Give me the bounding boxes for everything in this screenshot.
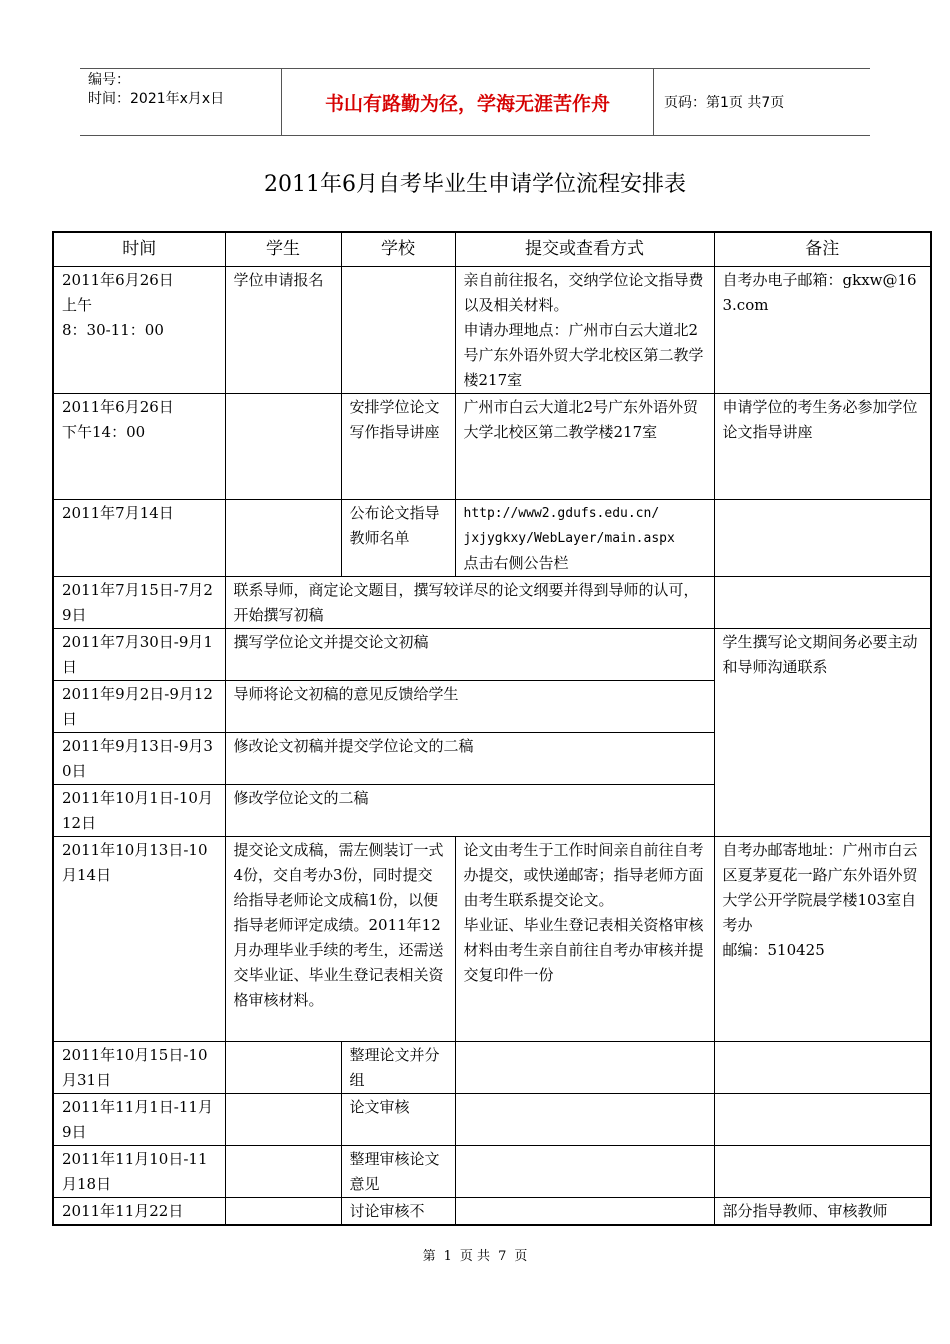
task-cell: 修改论文初稿并提交学位论文的二稿	[225, 733, 714, 785]
note-cell	[714, 1146, 931, 1198]
student-cell: 提交论文成稿，需左侧装订一式4份，交自考办3份，同时提交给指导老师论文成稿1份，以便指导老师评定成绩。2011年12月办理毕业手续的考生，还需送交毕业证、毕业生登记表相关资格审核材料。	[225, 837, 455, 1042]
header-number: 编号：	[88, 72, 130, 88]
note-cell: 部分指导教师、审核教师	[714, 1198, 931, 1226]
time-cell: 2011年11月10日-11月18日	[53, 1146, 225, 1198]
footer-page-total: 7	[498, 1249, 507, 1264]
time-cell: 2011年9月2日-9月12日	[53, 681, 225, 733]
school-cell: 整理审核论文意见	[341, 1146, 455, 1198]
footer-prefix: 第	[422, 1249, 436, 1264]
table-row	[53, 1146, 931, 1198]
student-cell	[225, 1146, 341, 1198]
table-row	[53, 394, 931, 500]
time-cell: 2011年9月13日-9月30日	[53, 733, 225, 785]
method-cell: 论文由考生于工作时间亲自前往自考办提交，或快递邮寄；指导老师方面由考生联系提交论文。 毕业证、毕业生登记表相关资格审核材料由考生亲自前往自考办审核并提交复印件一份	[455, 837, 714, 1042]
time-cell: 2011年11月1日-11月9日	[53, 1094, 225, 1146]
time-cell: 2011年7月15日-7月29日	[53, 577, 225, 629]
student-cell	[225, 1094, 341, 1146]
student-cell	[225, 1198, 341, 1226]
table-row	[53, 1042, 931, 1094]
student-cell	[225, 394, 341, 500]
note-cell	[714, 1094, 931, 1146]
school-cell: 讨论审核不	[341, 1198, 455, 1226]
note-cell	[714, 577, 931, 629]
announcement-link-path[interactable]: jxjygkxy/WebLayer/main.aspx	[463, 531, 675, 546]
table-row	[53, 1094, 931, 1146]
page-footer	[0, 1245, 950, 1264]
method-cell	[455, 1198, 714, 1226]
note-cell: 申请学位的考生务必参加学位论文指导讲座	[714, 394, 931, 500]
method-cell	[455, 1042, 714, 1094]
school-cell: 整理论文并分组	[341, 1042, 455, 1094]
method-cell	[455, 1094, 714, 1146]
header-meta	[80, 69, 281, 135]
time-cell: 2011年7月30日-9月1日	[53, 629, 225, 681]
header-page-info: 页码：第1页 共7页	[664, 95, 785, 111]
header-motto: 书山有路勤为径，学海无涯苦作舟	[281, 69, 654, 135]
method-cell: 广州市白云大道北2号广东外语外贸大学北校区第二教学楼217室	[455, 394, 714, 500]
task-cell: 撰写学位论文并提交论文初稿	[225, 629, 714, 681]
page-header	[80, 68, 870, 136]
method-cell	[455, 1146, 714, 1198]
document-title: 2011年6月自考毕业生申请学位流程安排表	[264, 172, 686, 197]
footer-mid: 页 共	[459, 1249, 491, 1264]
table-row	[53, 500, 931, 577]
table-row	[53, 837, 931, 1042]
schedule-table	[52, 231, 932, 1226]
announcement-link[interactable]: http://www2.gdufs.edu.cn/	[463, 506, 660, 521]
note-cell	[714, 1042, 931, 1094]
column-header-student: 学生	[225, 232, 341, 267]
school-cell	[341, 267, 455, 394]
student-cell: 学位申请报名	[225, 267, 341, 394]
time-cell: 2011年10月1日-10月12日	[53, 785, 225, 837]
column-header-school: 学校	[341, 232, 455, 267]
column-header-note: 备注	[714, 232, 931, 267]
table-row	[53, 1198, 931, 1226]
column-header-time: 时间	[53, 232, 225, 267]
table-row	[53, 577, 931, 629]
footer-page-number: 1	[443, 1249, 452, 1264]
note-cell	[714, 500, 931, 577]
student-cell	[225, 1042, 341, 1094]
time-cell: 2011年11月22日	[53, 1198, 225, 1226]
column-header-method: 提交或查看方式	[455, 232, 714, 267]
header-time: 时间：2021年x月x日	[88, 91, 225, 107]
note-cell: 学生撰写论文期间务必要主动和导师沟通联系	[714, 629, 931, 837]
table-row	[53, 629, 931, 681]
method-cell	[455, 500, 714, 577]
table-header-row	[53, 232, 931, 267]
school-cell: 公布论文指导教师名单	[341, 500, 455, 577]
method-note: 点击右侧公告栏	[463, 554, 569, 572]
table-row	[53, 267, 931, 394]
task-cell: 联系导师，商定论文题目，撰写较详尽的论文纲要并得到导师的认可，开始撰写初稿	[225, 577, 714, 629]
time-cell: 2011年6月26日 上午 8：30-11：00	[53, 267, 225, 394]
student-cell	[225, 500, 341, 577]
time-cell: 2011年7月14日	[53, 500, 225, 577]
note-cell: 自考办电子邮箱：gkxw@163.com	[714, 267, 931, 394]
method-cell: 亲自前往报名，交纳学位论文指导费以及相关材料。 申请办理地点：广州市白云大道北2号广东外语外贸大学北校区第二教学楼217室	[455, 267, 714, 394]
time-cell: 2011年10月13日-10月14日	[53, 837, 225, 1042]
footer-suffix: 页	[514, 1249, 528, 1264]
time-cell: 2011年6月26日 下午14：00	[53, 394, 225, 500]
school-cell: 论文审核	[341, 1094, 455, 1146]
school-cell: 安排学位论文写作指导讲座	[341, 394, 455, 500]
task-cell: 导师将论文初稿的意见反馈给学生	[225, 681, 714, 733]
time-cell: 2011年10月15日-10月31日	[53, 1042, 225, 1094]
note-cell: 自考办邮寄地址：广州市白云区夏茅夏花一路广东外语外贸大学公开学院晨学楼103室自考办 邮编：510425	[714, 837, 931, 1042]
task-cell: 修改学位论文的二稿	[225, 785, 714, 837]
